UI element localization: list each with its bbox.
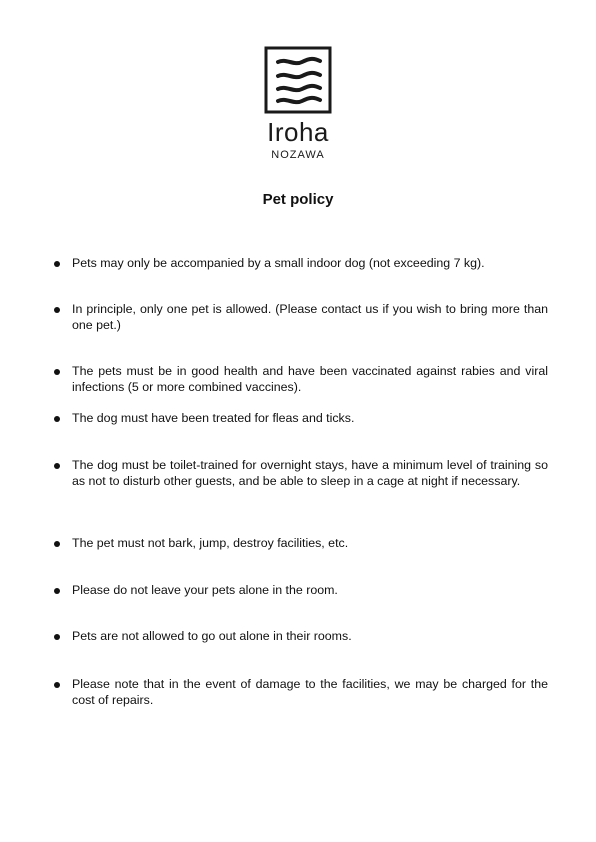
policy-item [72, 256, 548, 272]
policy-item-text: The pets must be in good health and have been vaccinated against rabies and viral infections (5 or more combined vaccines). [72, 364, 548, 394]
policy-item [72, 302, 548, 333]
policy-item [72, 677, 548, 708]
policy-item-text: Please note that in the event of damage to the facilities, we may be charged for the cost of repairs. [72, 677, 548, 707]
bullet-icon [54, 261, 60, 267]
bullet-icon [54, 463, 60, 469]
policy-item [72, 364, 548, 395]
bullet-icon [54, 682, 60, 688]
policy-item-text: Please do not leave your pets alone in the room. [72, 583, 338, 597]
logo-wave-mark-icon [264, 46, 332, 114]
logo-name: Iroha [267, 117, 329, 147]
policy-item [72, 629, 548, 645]
logo-subtitle: NOZAWA [271, 149, 325, 161]
bullet-icon [54, 588, 60, 594]
policy-item-text: Pets may only be accompanied by a small indoor dog (not exceeding 7 kg). [72, 256, 485, 270]
bullet-icon [54, 541, 60, 547]
policy-item-text: The dog must have been treated for fleas and ticks. [72, 411, 355, 425]
page-title: Pet policy [262, 191, 334, 208]
policy-item [72, 536, 548, 552]
policy-item-text: Pets are not allowed to go out alone in their rooms. [72, 629, 352, 643]
policy-item-text: In principle, only one pet is allowed. (Please contact us if you wish to bring more than one pet.) [72, 302, 548, 332]
policy-item [72, 458, 548, 489]
bullet-icon [54, 634, 60, 640]
bullet-icon [54, 369, 60, 375]
bullet-icon [54, 307, 60, 313]
logo [0, 46, 596, 161]
policy-item [72, 411, 548, 427]
bullet-icon [54, 416, 60, 422]
policy-item-text: The pet must not bark, jump, destroy facilities, etc. [72, 536, 349, 550]
policy-item-text: The dog must be toilet-trained for overnight stays, have a minimum level of training so as not to disturb other guests, and be able to sleep in a cage at night if necessary. [72, 458, 548, 488]
policy-item [72, 583, 548, 599]
